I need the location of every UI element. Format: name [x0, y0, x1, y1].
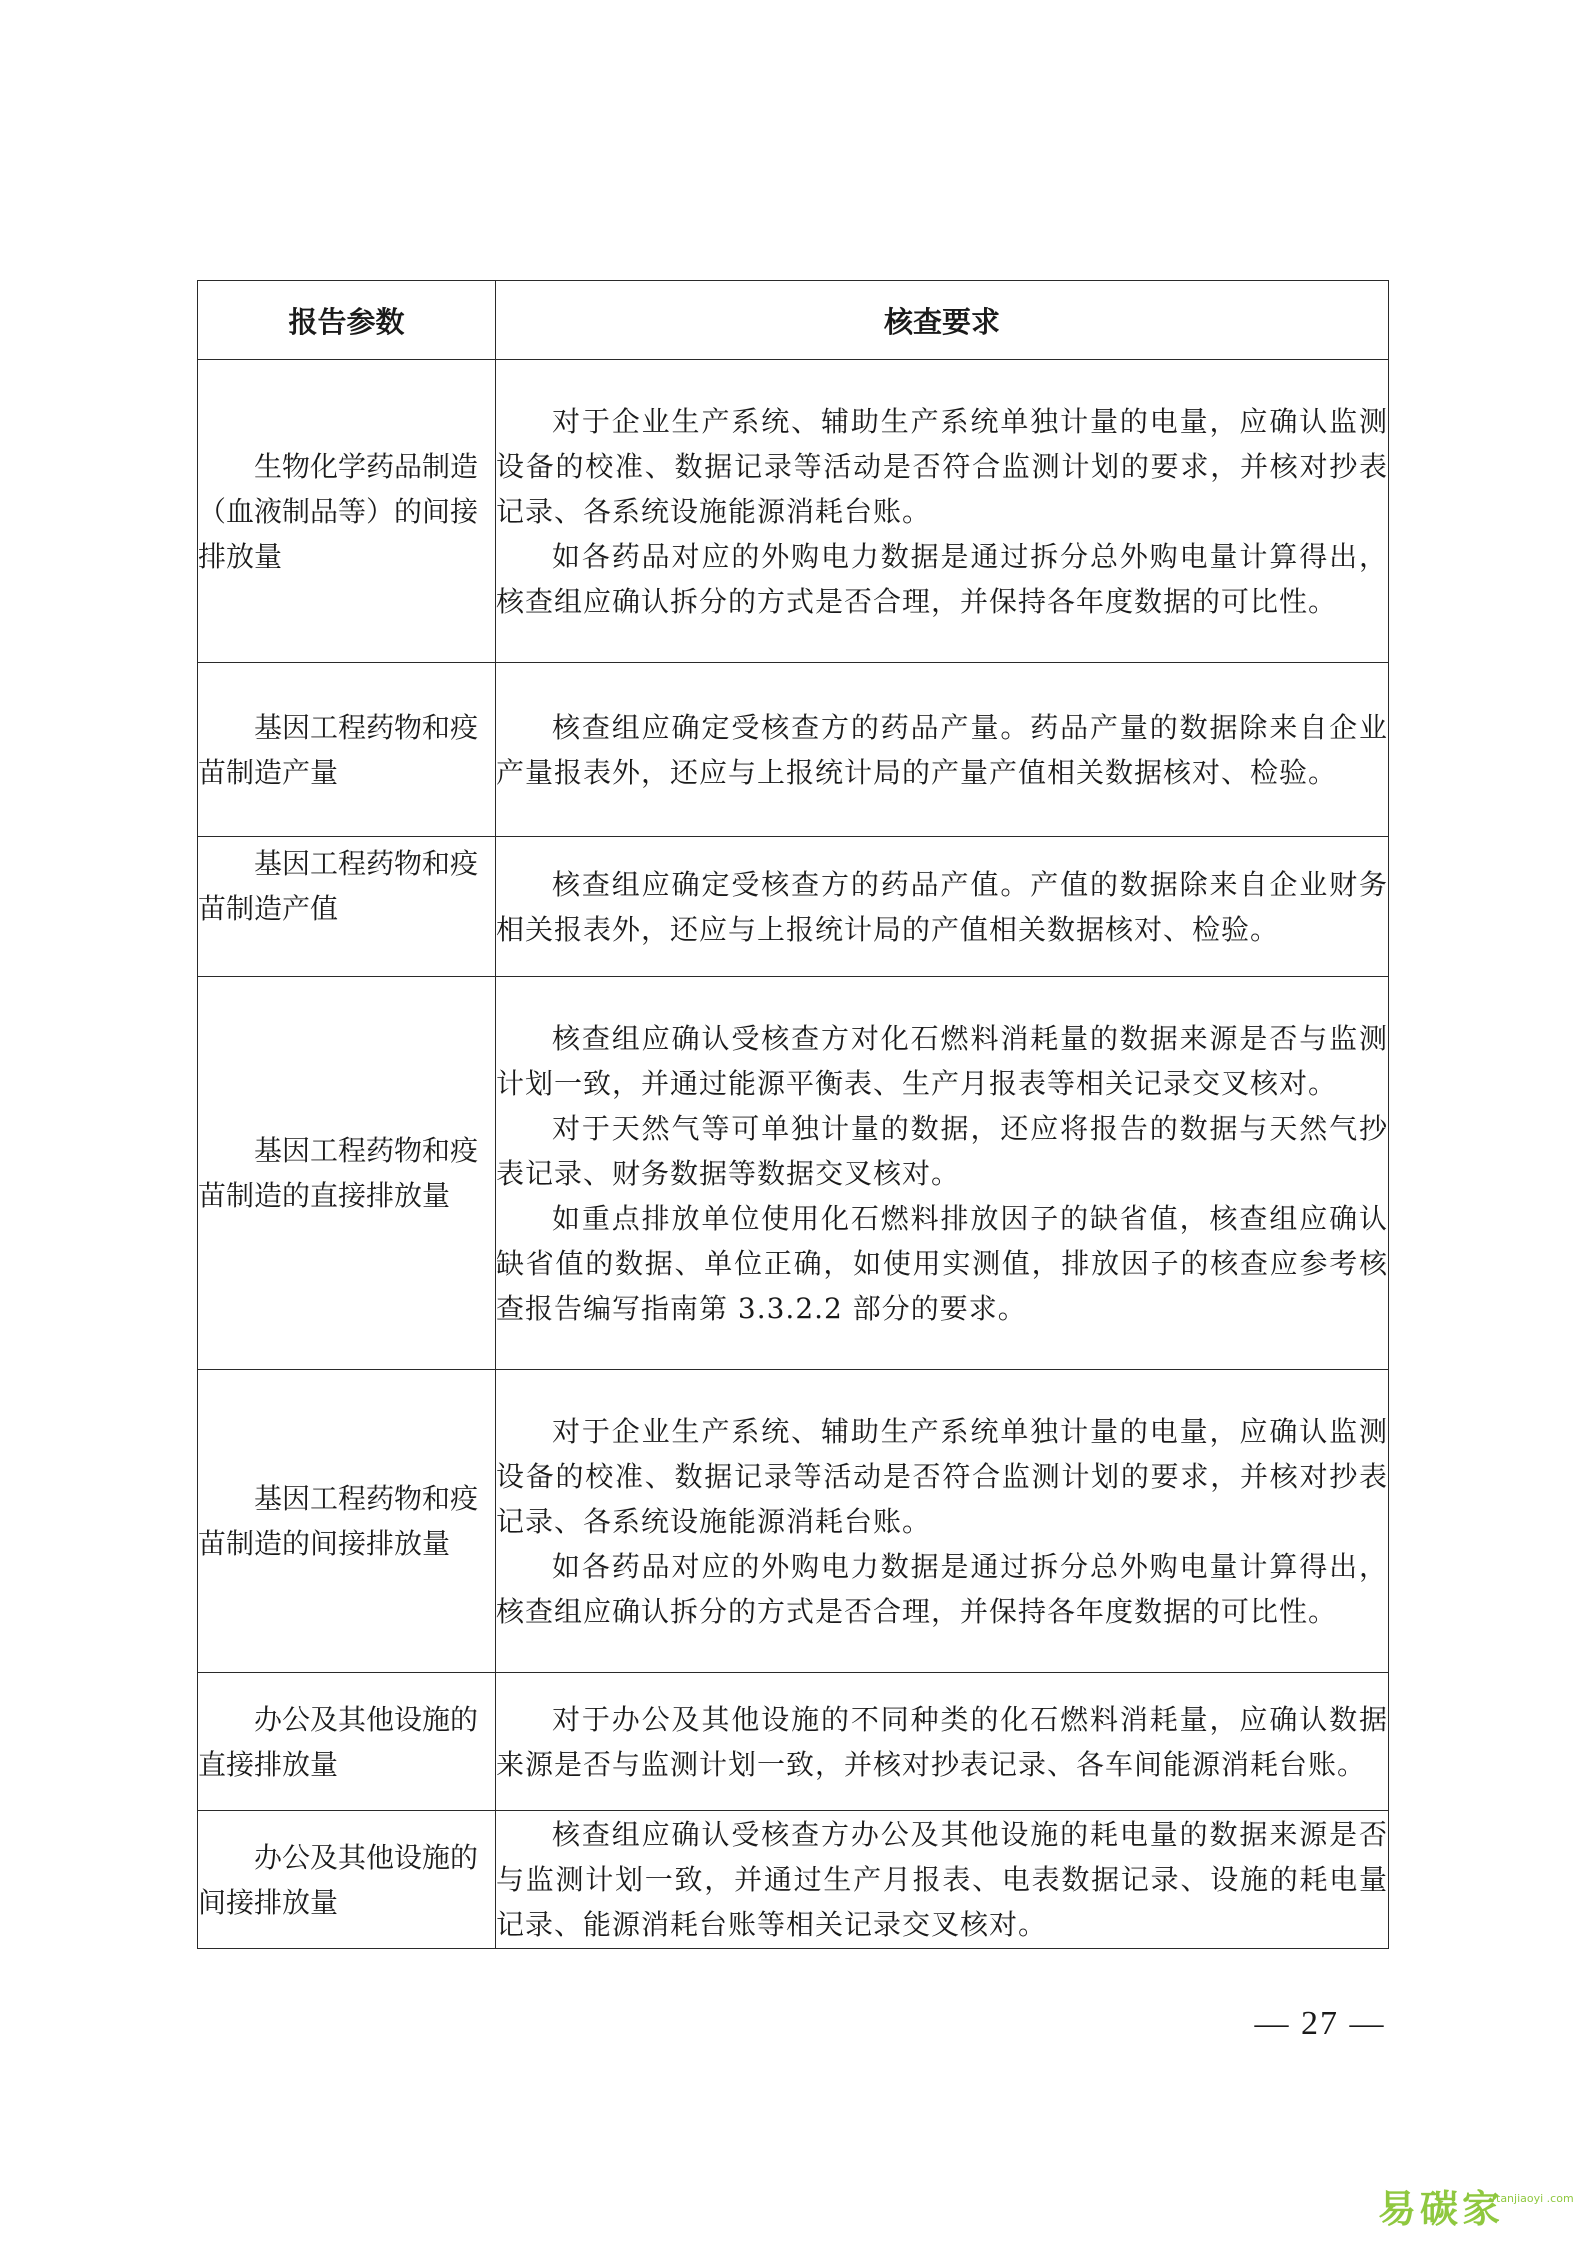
req-paragraph: 核查组应确定受核查方的药品产值。产值的数据除来自企业财务相关报表外，还应与上报统计局的产值相关数据核对、检验。: [496, 867, 1388, 946]
param-cell: [198, 663, 496, 837]
req-paragraph: 核查组应确认受核查方对化石燃料消耗量的数据来源是否与监测计划一致，并通过能源平衡表、生产月报表等相关记录交叉核对。: [496, 1021, 1388, 1100]
param-text: 基因工程药物和疫苗制造的直接排放量: [198, 1134, 479, 1212]
param-cell: [198, 360, 496, 663]
param-cell: [198, 1811, 496, 1949]
param-text: 基因工程药物和疫苗制造的间接排放量: [198, 1482, 479, 1560]
req-cell: [496, 977, 1389, 1370]
header-verification-requirements: 核查要求: [496, 281, 1389, 360]
param-text: 基因工程药物和疫苗制造产量: [198, 710, 479, 789]
watermark-logo: [1378, 2178, 1578, 2238]
req-cell: [496, 360, 1389, 663]
watermark-domain: tanjiaoyi .com: [1496, 2192, 1574, 2205]
watermark-text: 易碳家: [1378, 2187, 1505, 2231]
table-row: [198, 1811, 1389, 1949]
req-paragraph: 对于企业生产系统、辅助生产系统单独计量的电量，应确认监测设备的校准、数据记录等活动是否符合监测计划的要求，并核对抄表记录、各系统设施能源消耗台账。: [496, 1414, 1388, 1538]
req-cell: [496, 837, 1389, 977]
table-row: [198, 1673, 1389, 1811]
req-paragraph: 如各药品对应的外购电力数据是通过拆分总外购电量计算得出，核查组应确认拆分的方式是否合理，并保持各年度数据的可比性。: [496, 1549, 1388, 1628]
table-header-row: [198, 281, 1389, 360]
verification-table: [197, 280, 1389, 1949]
page-number: — 27 —: [1254, 2005, 1386, 2042]
table-row: [198, 663, 1389, 837]
param-cell: [198, 1370, 496, 1673]
param-cell: [198, 1673, 496, 1811]
table-row: [198, 977, 1389, 1370]
req-paragraph: 核查组应确定受核查方的药品产量。药品产量的数据除来自企业产量报表外，还应与上报统计局的产量产值相关数据核对、检验。: [496, 710, 1388, 789]
req-paragraph: 对于天然气等可单独计量的数据，还应将报告的数据与天然气抄表记录、财务数据等数据交叉核对。: [496, 1111, 1388, 1190]
req-paragraph: 对于办公及其他设施的不同种类的化石燃料消耗量，应确认数据来源是否与监测计划一致，并核对抄表记录、各车间能源消耗台账。: [496, 1702, 1388, 1781]
req-cell: [496, 1811, 1389, 1949]
param-cell: [198, 977, 496, 1370]
param-text: 办公及其他设施的直接排放量: [198, 1702, 479, 1781]
req-cell: [496, 663, 1389, 837]
table-row: [198, 360, 1389, 663]
table-row: [198, 1370, 1389, 1673]
param-text: 生物化学药品制造（血液制品等）的间接排放量: [198, 449, 479, 573]
param-text: 基因工程药物和疫苗制造产值: [198, 847, 479, 925]
req-paragraph: 核查组应确认受核查方办公及其他设施的耗电量的数据来源是否与监测计划一致，并通过生产月报表、电表数据记录、设施的耗电量记录、能源消耗台账等相关记录交叉核对。: [496, 1818, 1388, 1941]
param-cell: [198, 837, 496, 977]
req-paragraph: 对于企业生产系统、辅助生产系统单独计量的电量，应确认监测设备的校准、数据记录等活动是否符合监测计划的要求，并核对抄表记录、各系统设施能源消耗台账。: [496, 404, 1388, 528]
req-paragraph: 如重点排放单位使用化石燃料排放因子的缺省值，核查组应确认缺省值的数据、单位正确，如使用实测值，排放因子的核查应参考核查报告编写指南第 3.3.2.2 部分的要求。: [496, 1201, 1388, 1325]
header-report-params: 报告参数: [198, 281, 496, 360]
req-paragraph: 如各药品对应的外购电力数据是通过拆分总外购电量计算得出，核查组应确认拆分的方式是否合理，并保持各年度数据的可比性。: [496, 539, 1388, 618]
table-row: [198, 837, 1389, 977]
param-text: 办公及其他设施的间接排放量: [198, 1840, 479, 1919]
req-cell: [496, 1370, 1389, 1673]
req-cell: [496, 1673, 1389, 1811]
